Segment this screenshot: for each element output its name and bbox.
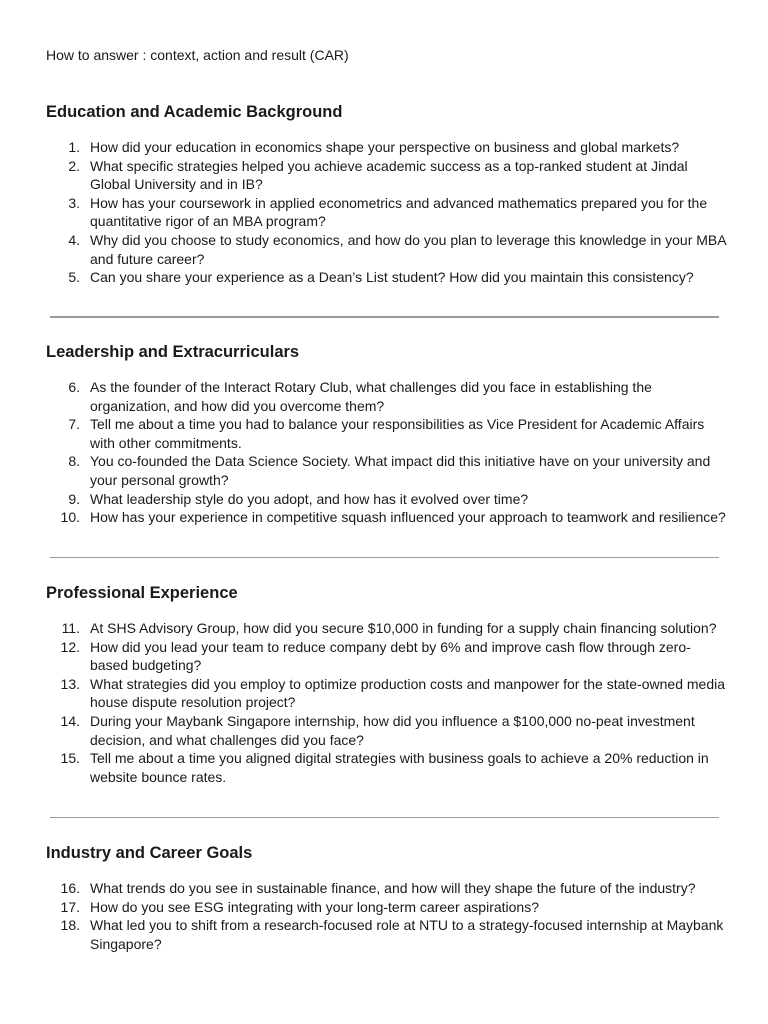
item-text: What trends do you see in sustainable finance, and how will they shape the future of the industry? [90, 880, 696, 896]
question-list [46, 138, 726, 287]
section-heading: Professional Experience [46, 584, 238, 602]
item-number: 18. [60, 917, 80, 934]
item-text: You co-founded the Data Science Society. What impact did this initiative have on your university and your personal growth? [90, 453, 711, 488]
list-item [46, 415, 726, 452]
item-number: 11. [61, 620, 80, 636]
item-number: 3. [68, 194, 80, 211]
list-item [46, 712, 726, 749]
item-text: At SHS Advisory Group, how did you secure $10,000 in funding for a supply chain financing solution? [90, 620, 717, 636]
question-list [46, 879, 726, 953]
list-item [46, 194, 726, 231]
list-item [46, 619, 726, 638]
item-text: During your Maybank Singapore internship, how did you influence a $100,000 no-peat investment decision, and what challenges did you face? [90, 712, 695, 748]
list-item [46, 898, 726, 917]
list-item [46, 231, 726, 268]
item-number: 9. [68, 490, 80, 507]
item-number: 5. [68, 269, 80, 286]
item-number: 15. [60, 750, 80, 767]
section-leadership [46, 342, 726, 527]
item-text: Why did you choose to study economics, and how do you plan to leverage this knowledge in your MBA and future career? [90, 231, 726, 267]
list-item [46, 138, 726, 157]
list-item [46, 675, 726, 712]
item-text: What specific strategies helped you achieve academic success as a top-ranked student at Jindal Global University and in IB? [90, 157, 688, 193]
item-number: 7. [68, 416, 80, 433]
section-divider [50, 557, 719, 558]
list-item [46, 508, 726, 527]
question-list [46, 378, 726, 527]
item-number: 6. [68, 379, 80, 395]
item-number: 4. [68, 231, 80, 248]
item-number: 2. [68, 157, 80, 174]
item-number: 16. [60, 880, 80, 896]
item-text: What strategies did you employ to optimize production costs and manpower for the state-owned media house dispute resolution project? [90, 675, 725, 711]
item-number: 12. [60, 638, 80, 655]
list-item [46, 916, 726, 953]
item-number: 8. [68, 453, 80, 470]
list-item [46, 749, 726, 786]
section-career-goals [46, 843, 726, 953]
question-list [46, 619, 726, 786]
list-item [46, 378, 726, 415]
section-education [46, 102, 726, 287]
section-professional [46, 583, 726, 786]
item-text: How has your experience in competitive squash influenced your approach to teamwork and resilience? [90, 509, 726, 526]
list-item [46, 157, 726, 194]
list-item [46, 490, 726, 509]
item-text: Tell me about a time you had to balance your responsibilities as Vice President for Academic Affairs with other commitments. [90, 416, 705, 451]
item-text: How did you lead your team to reduce company debt by 6% and improve cash flow through zero-based budgeting? [90, 638, 691, 674]
item-text: How do you see ESG integrating with your long-term career aspirations? [90, 898, 539, 915]
list-item [46, 268, 726, 287]
item-text: How did your education in economics shape your perspective on business and global markets? [90, 139, 680, 155]
item-text: How has your coursework in applied econometrics and advanced mathematics prepared you for the quantitative rigor of an MBA program? [90, 194, 708, 230]
item-text: Can you share your experience as a Dean’s List student? How did you maintain this consistency? [90, 269, 694, 286]
section-divider [50, 316, 719, 318]
list-item [46, 879, 726, 898]
intro-line: How to answer : context, action and result (CAR) [46, 47, 349, 63]
list-item [46, 638, 726, 675]
section-heading: Education and Academic Background [46, 103, 343, 121]
item-text: Tell me about a time you aligned digital strategies with business goals to achieve a 20% reduction in website bounce rates. [90, 750, 709, 785]
item-number: 13. [60, 675, 80, 692]
item-number: 1. [68, 139, 80, 155]
section-divider [50, 817, 719, 818]
item-text: What leadership style do you adopt, and how has it evolved over time? [90, 490, 529, 507]
item-text: What led you to shift from a research-focused role at NTU to a strategy-focused internship at Maybank Singapore? [90, 917, 724, 952]
list-item [46, 452, 726, 489]
item-text: As the founder of the Interact Rotary Club, what challenges did you face in establishing the organization, and how did you overcome them? [90, 379, 652, 414]
section-heading: Industry and Career Goals [46, 844, 253, 862]
section-heading: Leadership and Extracurriculars [46, 343, 300, 361]
item-number: 10. [60, 509, 80, 526]
item-number: 17. [60, 898, 80, 915]
item-number: 14. [60, 712, 80, 729]
